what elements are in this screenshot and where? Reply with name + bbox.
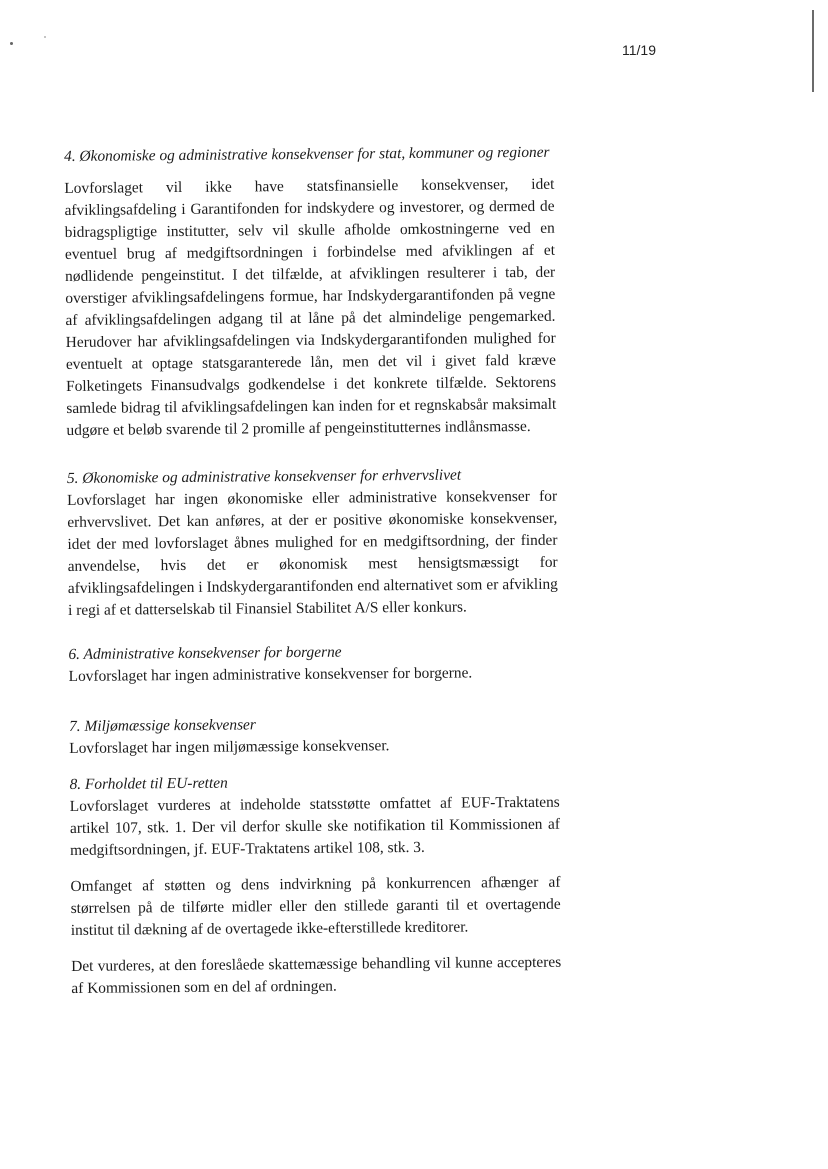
body-paragraph: Lovforslaget har ingen miljømæssige konsekvenser. bbox=[69, 737, 390, 757]
section-heading: 8. Forholdet til EU-retten bbox=[69, 774, 228, 793]
scan-speck bbox=[44, 36, 46, 38]
body-paragraph: Lovforslaget vil ikke have statsfinansielle konsekvenser, idet afviklingsafdeling i Garantifonden for indskydere og investorer, og dermed de bidragspligtige institutter, selv vil skulle afholde omkostningerne ved en eventuel brug af medgiftsordningen i forbindelse med afviklingen af et nødlidende pengeinstitut. I det tilfælde, at afviklingen resulterer i tab, der overstiger afviklingsafdelingens formue, har Indskydergarantifonden på vegne af afviklingsafdelingen adgang til at låne på det almindelige pengemarked. Herudover har afviklingsafdelingen via Indskydergarantifonden mulighed for eventuelt at optage statsgaranterede lån, men det vil i givet fald kræve Folketingets Finansudvalgs godkendelse i det konkrete tilfælde. Sektorens samlede bidrag til afviklingsafdelingen kan inden for et regnskabsår maksimalt udgøre et beløb svarende til 2 promille af pengeinstitutternes indlånsmasse. bbox=[64, 175, 557, 439]
document-body bbox=[64, 142, 561, 1000]
section-heading: 7. Miljømæssige konsekvenser bbox=[68, 716, 256, 735]
section-heading: 4. Økonomiske og administrative konsekvenser for stat, kommuner og regioner bbox=[64, 143, 550, 165]
body-paragraph: Lovforslaget har ingen administrative konsekvenser for borgerne. bbox=[68, 664, 473, 685]
body-paragraph: Lovforslaget vurderes at indeholde statsstøtte omfattet af EUF-Traktatens artikel 107, stk. 1. Der vil derfor skulle ske notifikation til Kommissionen af medgiftsordningen, jf. EUF-Traktatens artikel 108, stk. 3. bbox=[69, 793, 561, 859]
body-paragraph: Omfanget af støtten og dens indvirkning på konkurrencen afhænger af størrelsen på de tilførte midler eller den stillede garanti til et overtagende institut til dækning af de overtagede ikke-efterstillede kreditorer. bbox=[70, 873, 561, 939]
section-heading: 6. Administrative konsekvenser for borgerne bbox=[68, 643, 342, 663]
page-number: 11/19 bbox=[622, 42, 656, 58]
section-5 bbox=[67, 464, 558, 622]
scan-edge-line bbox=[812, 10, 814, 92]
section-6 bbox=[68, 640, 558, 688]
body-paragraph: Det vurderes, at den foreslåede skattemæssige behandling vil kunne accepteres af Kommissionen som en del af ordningen. bbox=[71, 953, 562, 997]
section-7 bbox=[69, 712, 559, 760]
section-8 bbox=[69, 770, 561, 1000]
body-paragraph: Lovforslaget har ingen økonomiske eller administrative konsekvenser for erhvervslivet. Det kan anføres, at der er positive økonomiske konsekvenser, idet der med lovforslaget åbnes mulighed for en medgiftsordning, der finder anvendelse, hvis det er økonomisk mest hensigtsmæssigt for afviklingsafdelingen i Indskydergarantifonden end alternativet som er afvikling i regi af et datterselskab til Finansiel Stabilitet A/S eller konkurs. bbox=[67, 487, 558, 619]
section-4 bbox=[64, 142, 557, 442]
section-heading: 5. Økonomiske og administrative konsekvenser for erhvervslivet bbox=[66, 466, 462, 487]
scan-speck bbox=[10, 42, 13, 45]
